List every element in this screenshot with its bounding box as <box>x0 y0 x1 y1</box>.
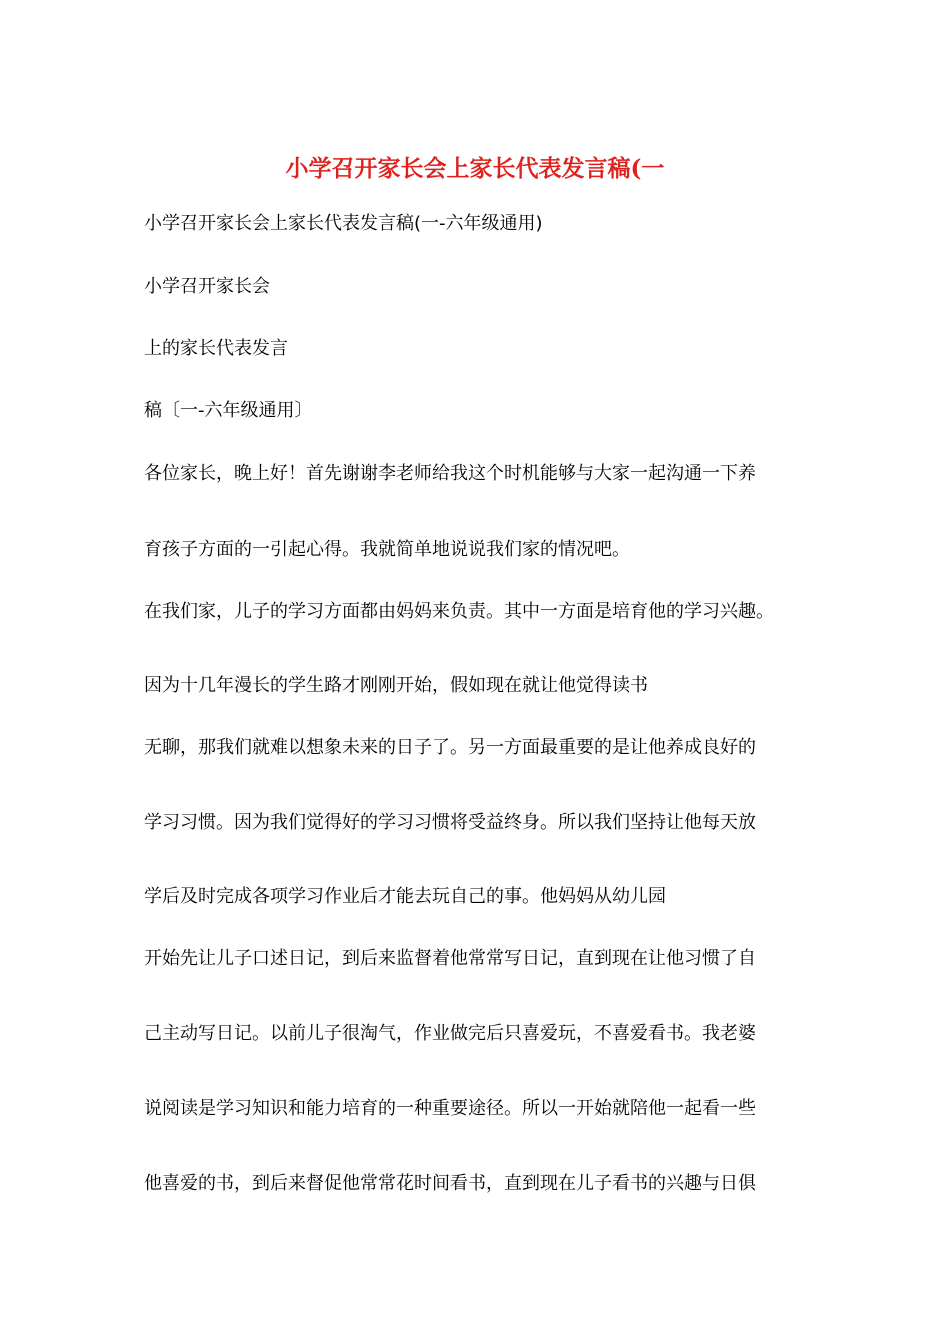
text-line: 稿〔一-六年级通用〕 <box>144 400 313 421</box>
text-line: 己主动写日记。以前儿子很淘气，作业做完后只喜爱玩，不喜爱看书。我老婆 <box>144 1023 756 1044</box>
text-line: 在我们家，儿子的学习方面都由妈妈来负责。其中一方面是培育他的学习兴趣。 <box>144 601 774 622</box>
text-line: 说阅读是学习知识和能力培育的一种重要途径。所以一开始就陪他一起看一些 <box>144 1098 756 1119</box>
text-line: 育孩子方面的一引起心得。我就简单地说说我们家的情况吧。 <box>144 539 630 560</box>
text-line: 他喜爱的书，到后来督促他常常花时间看书，直到现在儿子看书的兴趣与日俱 <box>144 1173 756 1194</box>
text-line: 无聊，那我们就难以想象未来的日子了。另一方面最重要的是让他养成良好的 <box>144 737 756 758</box>
text-line: 因为十几年漫长的学生路才刚刚开始，假如现在就让他觉得读书 <box>144 675 648 696</box>
text-line: 各位家长，晚上好！首先谢谢李老师给我这个时机能够与大家一起沟通一下养 <box>144 463 756 484</box>
text-line: 上的家长代表发言 <box>144 338 288 359</box>
text-line: 学习习惯。因为我们觉得好的学习习惯将受益终身。所以我们坚持让他每天放 <box>144 812 756 833</box>
document-title: 小学召开家长会上家长代表发言稿(一 <box>285 155 665 182</box>
text-line: 学后及时完成各项学习作业后才能去玩自己的事。他妈妈从幼儿园 <box>144 886 666 907</box>
text-line: 开始先让儿子口述日记，到后来监督着他常常写日记，直到现在让他习惯了自 <box>144 948 756 969</box>
text-line: 小学召开家长会 <box>144 276 270 297</box>
text-line: 小学召开家长会上家长代表发言稿(一-六年级通用) <box>144 213 543 234</box>
